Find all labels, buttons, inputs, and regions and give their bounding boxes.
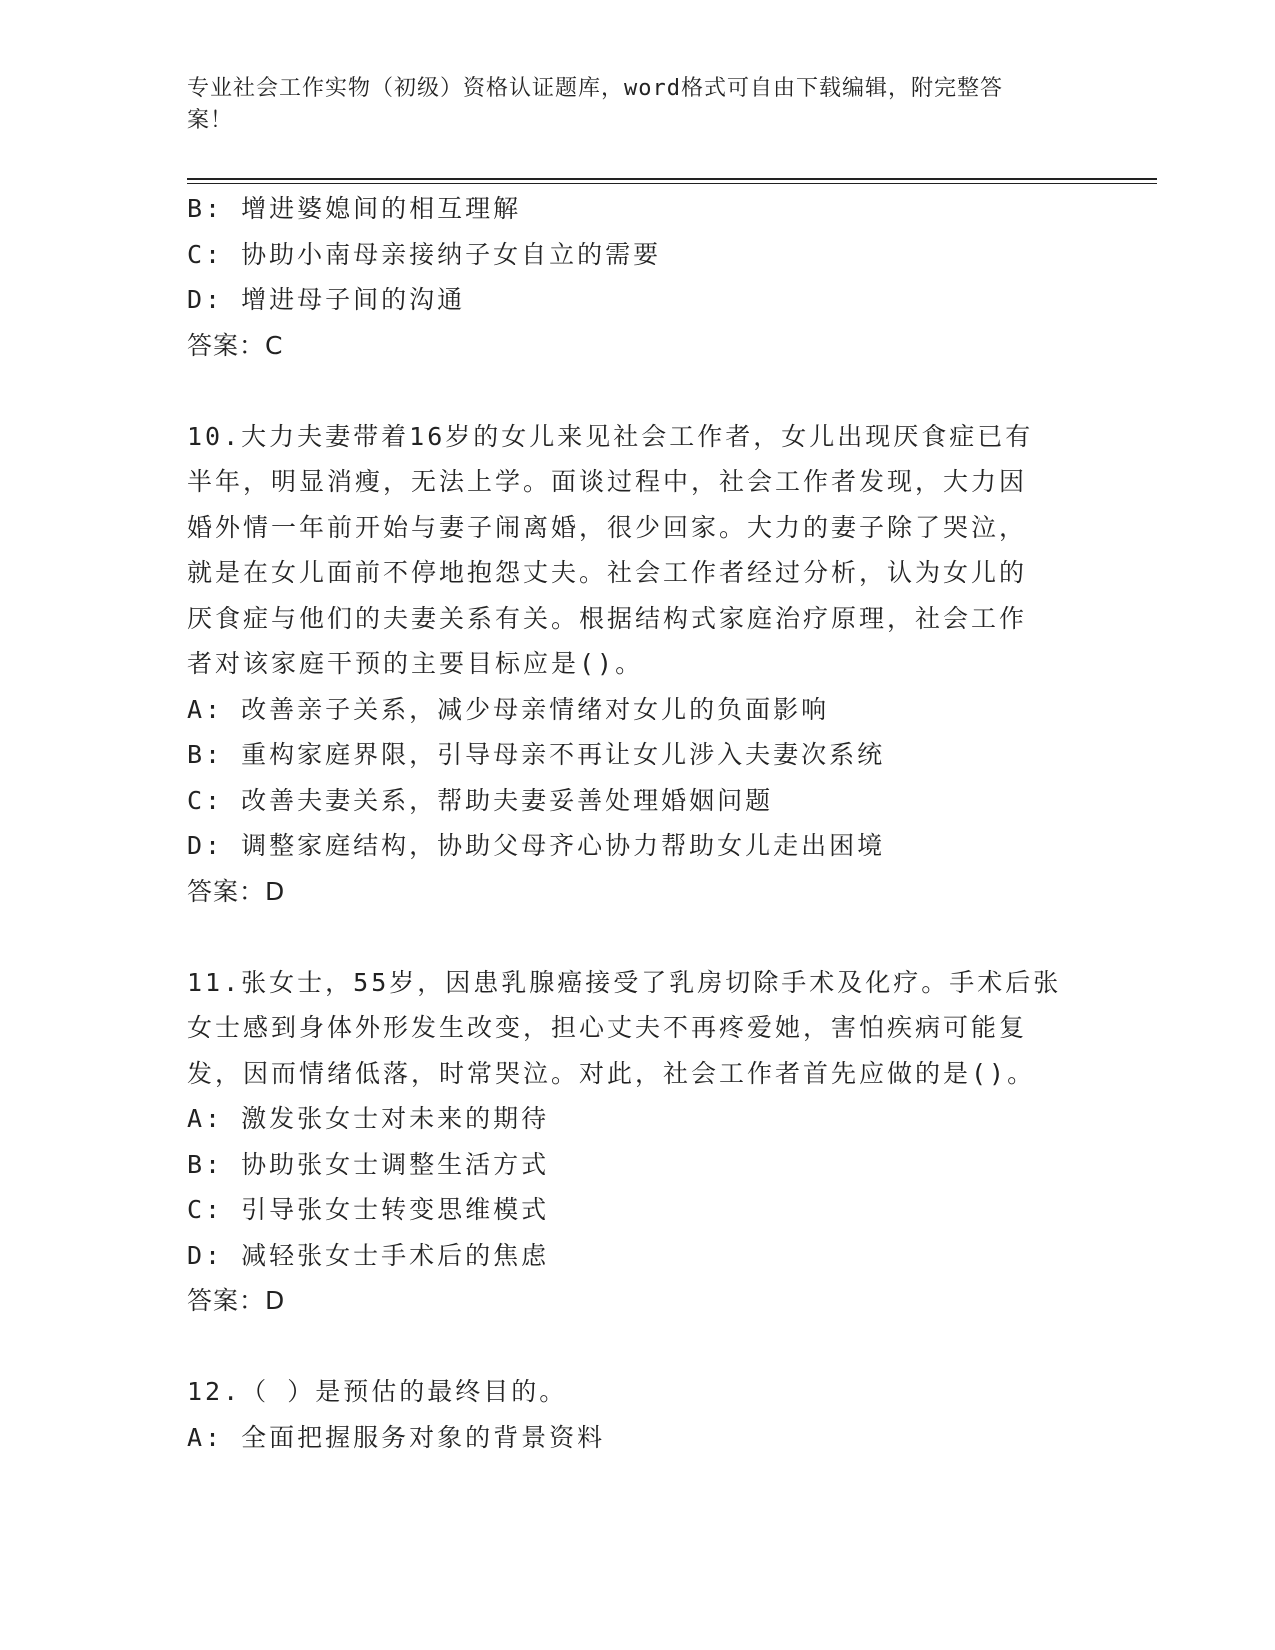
stem-line: 者对该家庭干预的主要目标应是()。: [187, 649, 644, 678]
stem-line: 女士感到身体外形发生改变，担心丈夫不再疼爱她，害怕疾病可能复: [187, 1013, 1028, 1042]
option-b: B: 协助张女士调整生活方式: [187, 1149, 550, 1179]
question-stem: [187, 1369, 1087, 1415]
question-content: [187, 186, 1087, 1460]
option-a: A: 全面把握服务对象的背景资料: [187, 1422, 606, 1452]
question-stem: [187, 960, 1087, 1097]
spacer: [187, 914, 1087, 960]
stem-line: 10.大力夫妻带着16岁的女儿来见社会工作者，女儿出现厌食症已有: [187, 421, 1034, 451]
header-line-2: 案！: [187, 108, 234, 133]
option-a: A: 激发张女士对未来的期待: [187, 1104, 550, 1133]
answer: 答案：D: [187, 1286, 286, 1315]
option-d: D: 调整家庭结构，协助父母齐心协力帮助女儿走出困境: [187, 831, 886, 860]
stem-line: 发，因而情绪低落，时常哭泣。对此，社会工作者首先应做的是()。: [187, 1058, 1036, 1088]
spacer: [187, 368, 1087, 414]
question-10: [187, 414, 1087, 915]
header-rule-thick: [187, 178, 1157, 180]
header-line-1: 专业社会工作实物（初级）资格认证题库，word格式可自由下载编辑，附完整答: [187, 76, 1003, 101]
stem-line: 就是在女儿面前不停地抱怨丈夫。社会工作者经过分析，认为女儿的: [187, 558, 1028, 587]
question-stem: [187, 414, 1087, 687]
stem-line: 厌食症与他们的夫妻关系有关。根据结构式家庭治疗原理，社会工作: [187, 603, 1028, 633]
option-d: D: 增进母子间的沟通: [187, 285, 466, 314]
option-c: C: 引导张女士转变思维模式: [187, 1195, 550, 1224]
option-d: D: 减轻张女士手术后的焦虑: [187, 1240, 550, 1270]
option-c: C: 改善夫妻关系，帮助夫妻妥善处理婚姻问题: [187, 785, 774, 815]
question-12: [187, 1369, 1087, 1460]
option-a: A: 改善亲子关系，减少母亲情绪对女儿的负面影响: [187, 694, 830, 724]
spacer: [187, 1324, 1087, 1370]
stem-line: 婚外情一年前开始与妻子闹离婚，很少回家。大力的妻子除了哭泣，: [187, 512, 1028, 542]
question-11: [187, 960, 1087, 1324]
answer: 答案：D: [187, 876, 286, 906]
stem-line: 半年，明显消瘦，无法上学。面谈过程中，社会工作者发现，大力因: [187, 467, 1028, 496]
option-b: B: 重构家庭界限，引导母亲不再让女儿涉入夫妻次系统: [187, 740, 886, 769]
header-rule-thin: [187, 183, 1157, 184]
option-c: C: 协助小南母亲接纳子女自立的需要: [187, 239, 662, 269]
stem-line: 11.张女士，55岁，因患乳腺癌接受了乳房切除手术及化疗。手术后张: [187, 967, 1062, 997]
question-9: [187, 186, 1087, 368]
document-header: [187, 73, 1067, 137]
answer: 答案：C: [187, 330, 284, 360]
stem-line: 12.（ ）是预估的最终目的。: [187, 1377, 568, 1406]
option-b: B: 增进婆媳间的相互理解: [187, 194, 522, 223]
